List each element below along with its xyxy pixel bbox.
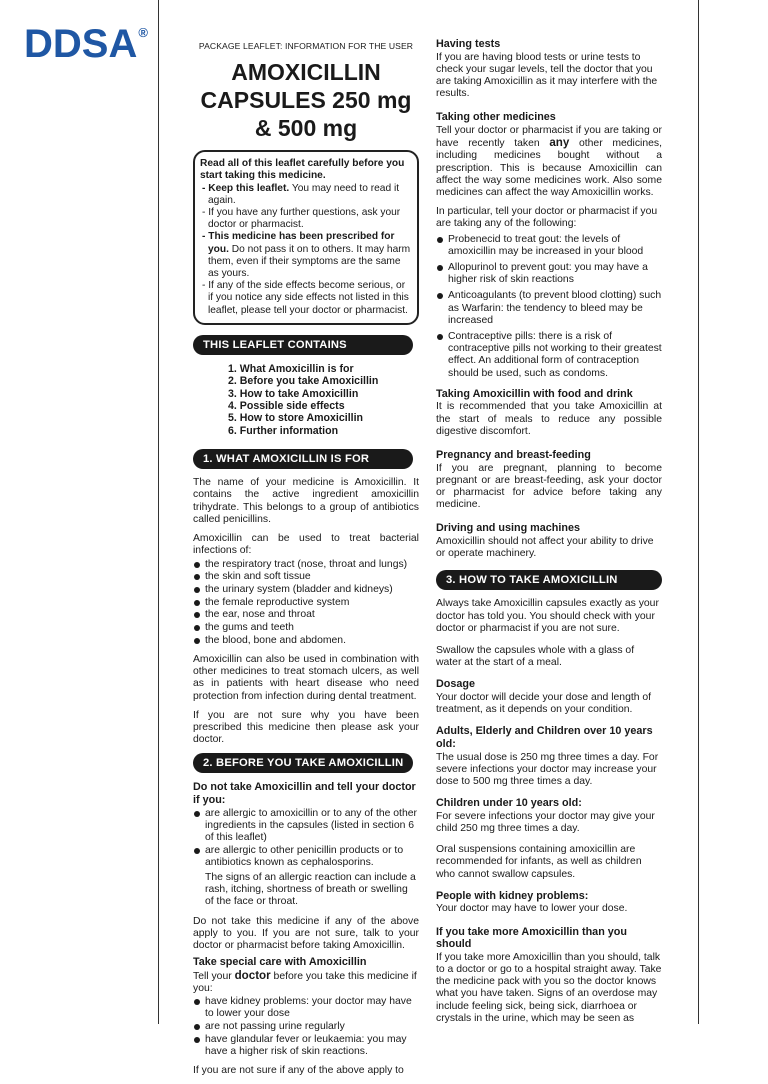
subheading: Adults, Elderly and Children over 10 years old:	[436, 725, 653, 751]
allergy-list	[193, 808, 419, 870]
paragraph: The name of your medicine is Amoxicillin. It contains the active ingredient amoxicillin trihydrate. This belongs to a group of antibiotics called penicillins.	[193, 477, 419, 525]
contains-header: THIS LEAFLET CONTAINS	[193, 335, 413, 355]
section-2-header: 2. BEFORE YOU TAKE AMOXICILLIN	[193, 753, 413, 773]
paragraph: Your doctor may have to lower your dose.	[436, 903, 628, 915]
paragraph: Swallow the capsules whole with a glass of water at the start of a meal.	[436, 645, 635, 669]
interaction-list	[436, 234, 662, 380]
list-item: the blood, bone and abdomen.	[193, 635, 419, 647]
paragraph: If you are having blood tests or urine tests to check your sugar levels, tell the doctor that you are taking Amoxicillin as it may interfere with the results.	[436, 51, 658, 100]
paragraph: For severe infections your doctor may give your child 250 mg three times a day.	[436, 810, 655, 835]
paragraph: Amoxicillin should not affect your ability to drive or operate machinery.	[436, 536, 654, 560]
contents-list: 1. What Amoxicillin is for 2. Before you take Amoxicillin 3. How to take Amoxicillin 4. Possible side effects 5. How to store Amoxicillin 6. Further information	[228, 362, 379, 437]
list-item: are allergic to amoxicillin or to any of the other ingredients in the capsules (listed in section 6 of this leaflet)	[193, 808, 419, 845]
subheading: Taking other medicines	[436, 111, 556, 124]
list-item: Contraceptive pills: there is a risk of contraceptive pills not working to their greatest effect. An additional form of contraception should be used, such as condoms.	[436, 331, 662, 380]
list-item: the ear, nose and throat	[193, 609, 419, 621]
list-item: the skin and soft tissue	[193, 571, 419, 583]
special-care-list	[193, 996, 419, 1058]
subheading: Taking Amoxicillin with food and drink	[436, 387, 633, 400]
right-column	[436, 0, 662, 1032]
subheading: Pregnancy and breast-feeding	[436, 449, 591, 462]
paragraph: Tell your doctor or pharmacist if you are taking or have recently taken any other medicines, including medicines bought without a prescription. This is because Amoxicillin can affect the way some medicines work. Also some medicines can affect the way Amoxicillin works.	[436, 125, 662, 199]
paragraph: Tell your doctor before you take this medicine if you:	[193, 968, 417, 995]
subheading: Having tests	[436, 38, 501, 50]
list-item: the respiratory tract (nose, throat and lungs)	[193, 559, 419, 571]
subheading: Driving and using machines	[436, 522, 580, 535]
paragraph: Amoxicillin can be used to treat bacterial infections of:	[193, 533, 419, 557]
list-item: have glandular fever or leukaemia: you may have a higher risk of skin reactions.	[193, 1034, 419, 1058]
list-item: are allergic to other penicillin products or to antibiotics known as cephalosporins.	[193, 845, 419, 869]
paragraph: If you take more Amoxicillin than you should, talk to a doctor or go to a hospital straight away. Take the medicine pack with you so the doctor knows what you have taken. Signs of an overdose may include feeling sick, being sick, diarrhoea or crystals in the urine, which may be seen as	[436, 951, 662, 1024]
paragraph: If you are not sure why you have been prescribed this medicine then please ask your doctor.	[193, 709, 419, 746]
paragraph: Always take Amoxicillin capsules exactly as your doctor has told you. You should check with your doctor or pharmacist if you are not sure.	[436, 598, 659, 634]
paragraph: It is recommended that you take Amoxicillin at the start of meals to reduce any possible digestive discomfort.	[436, 401, 662, 437]
list-item: the female reproductive system	[193, 597, 419, 609]
subheading: People with kidney problems:	[436, 889, 589, 902]
subheading: Dosage	[436, 678, 476, 691]
leaflet-title: AMOXICILLIN CAPSULES 250 mg & 500 mg	[200, 59, 412, 142]
list-item: the gums and teeth	[193, 622, 419, 634]
subheading: Do not take Amoxicillin and tell your doctor if you:	[193, 781, 416, 806]
paragraph: The usual dose is 250 mg three times a day. For severe infections your doctor may increase your dose to 500 mg three times a day.	[436, 751, 659, 788]
leaflet-label: PACKAGE LEAFLET: INFORMATION FOR THE USER	[198, 41, 414, 51]
infection-list	[193, 559, 419, 647]
list-item: have kidney problems: your doctor may have to lower your dose	[193, 996, 419, 1020]
paragraph: Do not take this medicine if any of the above apply to you. If you are not sure, talk to your doctor or pharmacist before taking Amoxicillin.	[193, 915, 419, 952]
paragraph: If you are pregnant, planning to become pregnant or are breast-feeding, ask your doctor or pharmacist for advice before taking any medicine.	[436, 462, 662, 511]
subheading: Take special care with Amoxicillin	[193, 956, 367, 969]
paragraph: In particular, tell your doctor or pharmacist if you are taking any of the following:	[436, 206, 658, 230]
subheading: Children under 10 years old:	[436, 797, 582, 810]
list-item: Probenecid to treat gout: the levels of amoxicillin may be increased in your blood	[436, 234, 662, 258]
section-1-header: 1. WHAT AMOXICILLIN IS FOR	[193, 449, 413, 469]
section-3-header: 3. HOW TO TAKE AMOXICILLIN	[436, 570, 662, 590]
left-column	[193, 0, 419, 1084]
list-item: Anticoagulants (to prevent blood clotting) such as Warfarin: the tendency to bleed may be increased	[436, 290, 662, 327]
read-leaflet-box: Read all of this leaflet carefully before you start taking this medicine. - Keep this leaflet. You may need to read it again. - If you have any further questions, ask your doctor or pharmacist. - This medicine has been prescribed for you. Do not pass it on to others. It may harm them, even if their symptoms are the same as yours. - If any of the side effects become serious, or if you notice any side effects not listed in this leaflet, please tell your doctor or pharmacist.	[193, 150, 419, 325]
paragraph: The signs of an allergic reaction can include a rash, itching, shortness of breath or swelling of the face or throat.	[205, 872, 416, 908]
paragraph: Oral suspensions containing amoxicillin are recommended for infants, as well as children who cannot swallow capsules.	[436, 844, 642, 880]
list-item: the urinary system (bladder and kidneys)	[193, 584, 419, 596]
paragraph: If you are not sure if any of the above apply to	[193, 1065, 404, 1077]
leaflet-page	[158, 0, 699, 1077]
list-item: Allopurinol to prevent gout: you may have a higher risk of skin reactions	[436, 262, 662, 286]
ddsa-logo: DDSA®	[24, 22, 148, 66]
list-item: are not passing urine regularly	[193, 1021, 419, 1033]
paragraph: Amoxicillin can also be used in combination with other medicines to treat stomach ulcers, as well as in patients with heart disease who need protection from infection during dental treatment.	[193, 653, 419, 702]
paragraph: Your doctor will decide your dose and length of treatment, as it depends on your condition.	[436, 692, 652, 716]
subheading: If you take more Amoxicillin than you should	[436, 925, 627, 951]
